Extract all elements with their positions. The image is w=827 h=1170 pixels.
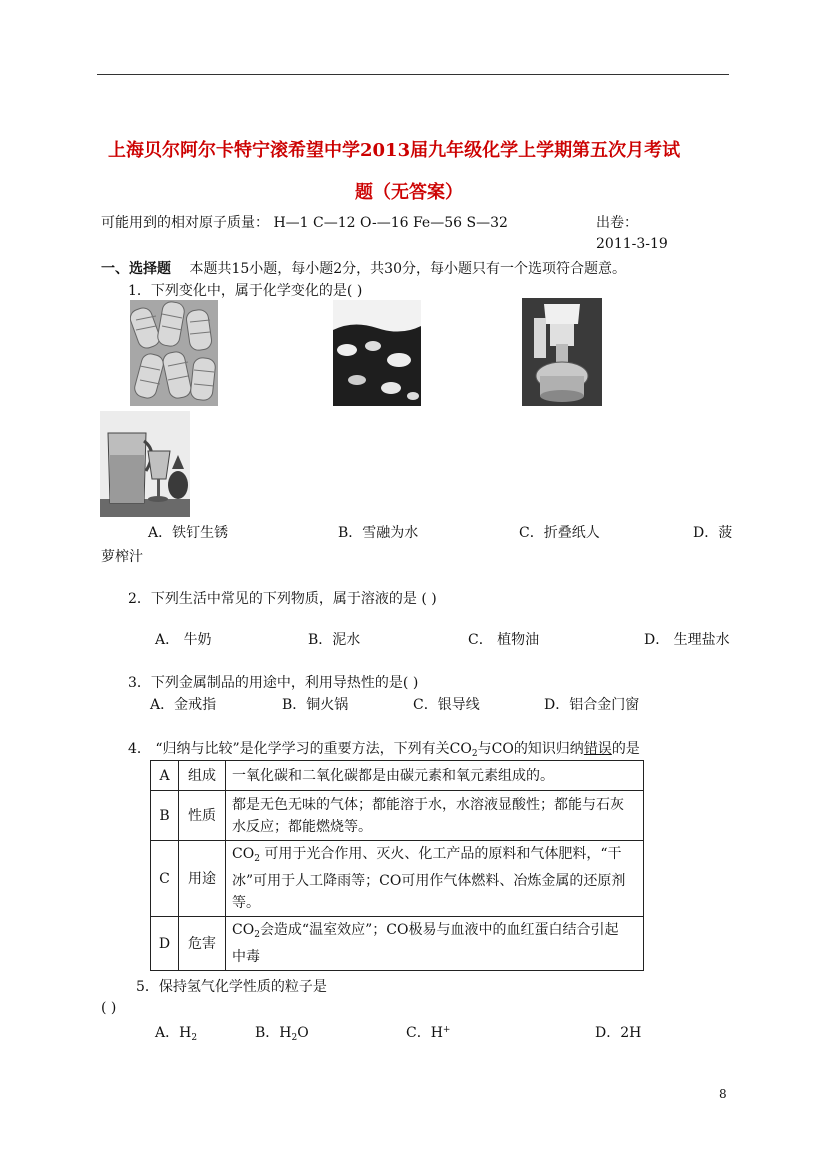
q1-option-c: C．折叠纸人: [519, 525, 600, 541]
q5-stem: 5．保持氢气化学性质的粒子是: [136, 979, 327, 995]
row-co2-sub: 2: [254, 930, 260, 940]
q5-option-d: [595, 1022, 641, 1042]
option-prefix: D．2H: [595, 1025, 642, 1041]
option-sup: +: [442, 1025, 451, 1035]
row-label: 组成: [179, 761, 226, 791]
row-content: [226, 841, 644, 917]
row-letter: D: [151, 917, 179, 971]
option-prefix: B．H: [255, 1025, 292, 1041]
pineapple-juice-photo: [100, 411, 190, 517]
q5-option-b: [255, 1022, 309, 1043]
row-co2: CO: [232, 922, 255, 938]
table-row: [151, 917, 644, 971]
q4-stem-end: 的是: [611, 741, 640, 757]
q4-stem-mid2: 的知识归纳: [513, 741, 584, 757]
q5-paren: ( ): [101, 1000, 117, 1016]
exam-date: 2011-3-19: [596, 236, 668, 252]
row-line: [232, 919, 637, 946]
q4-table: [150, 760, 644, 971]
q2-option-a: A． 牛奶: [155, 632, 212, 648]
q2-option-c: C． 植物油: [468, 632, 540, 648]
section-heading-label: 一、选择题: [101, 261, 171, 277]
page-number: 8: [719, 1087, 727, 1101]
option-sub: 2: [291, 1033, 298, 1043]
q4-stem-mid: 与: [477, 741, 492, 757]
q3-stem: 3．下列金属制品的用途中，利用导热性的是( ): [128, 675, 419, 691]
row-line: 冰”可用于人工降雨等；CO可用作气体燃料、冶炼金属的还原剂: [232, 873, 626, 889]
row-line: 都是无色无味的气体；都能溶于水，水溶液显酸性；都能与石灰: [232, 796, 624, 813]
row-content: [226, 917, 644, 971]
q3-option-a: A．金戒指: [150, 697, 217, 713]
row-line-rest: 会造成“温室效应”；CO极易与血液中的血红蛋白结合引起: [259, 922, 619, 938]
q3-option-b: B．铜火锅: [282, 697, 349, 713]
q5-option-c: [406, 1022, 450, 1042]
q1-option-b: B．雪融为水: [338, 525, 419, 541]
q2-option-b: B．泥水: [308, 632, 361, 648]
table-row: [151, 791, 644, 841]
paper-figure-photo: [522, 298, 602, 406]
q4-stem-error-word: 错误: [583, 741, 612, 757]
table-row: [151, 761, 644, 791]
row-letter: B: [151, 791, 179, 841]
row-line: 水反应；都能燃烧等。: [232, 818, 372, 835]
q2-option-d: D． 生理盐水: [644, 632, 730, 648]
q3-option-c: C．银导线: [413, 697, 480, 713]
row-line: 中毒: [232, 949, 260, 965]
header-rule: [97, 74, 729, 75]
page-title-line2: 题（无答案）: [355, 182, 463, 203]
q2-stem: 2．下列生活中常见的下列物质，属于溶液的是 ( ): [128, 591, 437, 607]
table-row: [151, 841, 644, 917]
q4-co2-sub: 2: [471, 749, 478, 759]
row-letter: C: [151, 841, 179, 917]
q4-co: CO: [491, 741, 514, 757]
option-prefix: C．H: [406, 1025, 443, 1041]
page-title-line1: 上海贝尔阿尔卡特宁滚希望中学2013届九年级化学上学期第五次月考试: [108, 140, 681, 161]
melting-snow-photo: [333, 300, 421, 406]
row-content: [226, 791, 644, 841]
row-label: 性质: [179, 791, 226, 841]
q5-option-a: [155, 1022, 197, 1043]
q1-option-d: D．菠: [693, 525, 733, 541]
q4-co2: CO: [449, 741, 472, 757]
q4-stem-prefix: 4． “归纳与比较”是化学学习的重要方法，下列有关: [128, 741, 450, 757]
atomic-masses: 可能用到的相对原子质量： H—1 C—12 O-—16 Fe—56 S—32: [101, 215, 508, 231]
row-line-rest: 可用于光合作用、灭火、化工产品的原料和气体肥料，“干: [259, 846, 622, 862]
row-line: 等。: [232, 895, 260, 911]
row-co2-sub: 2: [254, 854, 260, 864]
section-description: 本题共15小题，每小题2分，共30分，每小题只有一个选项符合题意。: [189, 261, 626, 277]
q1-stem: 1．下列变化中，属于化学变化的是( ): [128, 283, 363, 299]
row-co2: CO: [232, 846, 255, 862]
row-line: [232, 843, 637, 870]
row-label: 用途: [179, 841, 226, 917]
q1-option-a: A．铁钉生锈: [148, 525, 229, 541]
row-letter: A: [151, 761, 179, 791]
row-label: 危害: [179, 917, 226, 971]
option-rest: O: [297, 1025, 309, 1041]
row-content: 一氧化碳和二氧化碳都是由碳元素和氧元素组成的。: [226, 761, 644, 791]
q1-option-d-wrap: 萝榨汁: [101, 549, 143, 565]
q3-option-d: D．铝合金门窗: [544, 697, 640, 713]
q4-stem: [128, 738, 640, 759]
option-sub: 2: [191, 1033, 198, 1043]
section-heading: [101, 258, 626, 278]
rusty-nails-photo: [130, 300, 218, 406]
author-label: 出卷：: [596, 215, 638, 231]
option-prefix: A．H: [155, 1025, 192, 1041]
